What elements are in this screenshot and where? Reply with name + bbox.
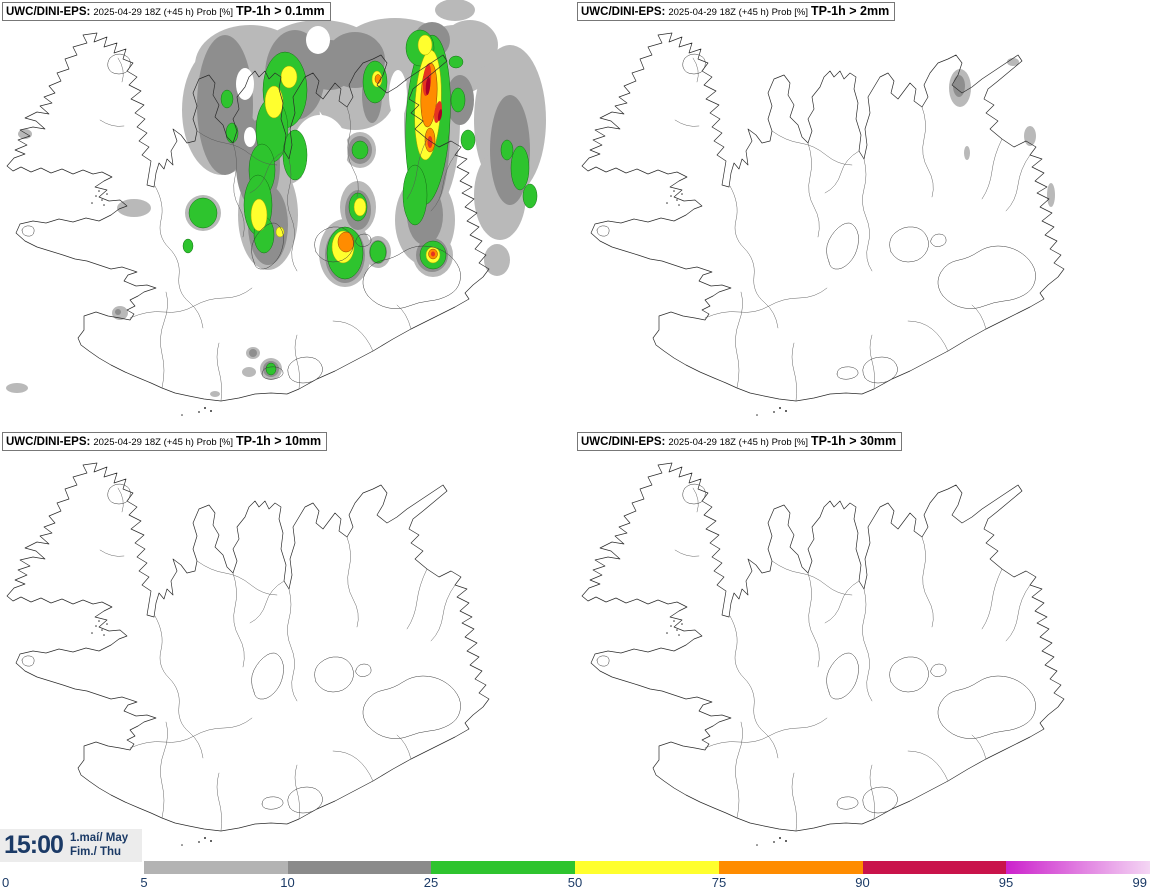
panel-title [2, 432, 327, 451]
probability-overlay [6, 0, 546, 397]
panel-title [2, 2, 331, 21]
probability-overlay [949, 58, 1055, 207]
panel-tp-0p1mm [0, 0, 575, 431]
panel-title [577, 2, 895, 21]
iceland-map [0, 0, 575, 431]
threshold-label: TP-1h > 10mm [236, 434, 322, 448]
tick-75: 75 [711, 875, 727, 890]
legend-segment-95-99 [1006, 861, 1150, 874]
iceland-coastline [7, 463, 489, 846]
model-label: UWC/DINI-EPS: [6, 436, 91, 448]
tick-90: 90 [855, 875, 870, 890]
legend-segment-75-90 [719, 861, 863, 874]
valid-date [70, 832, 128, 859]
day-line: Fim./ Thu [69, 845, 122, 858]
model-label: UWC/DINI-EPS: [581, 6, 666, 18]
tick-50: 50 [567, 875, 583, 890]
panel-title [577, 432, 902, 451]
model-label: UWC/DINI-EPS: [581, 436, 666, 448]
iceland-coastline [582, 463, 1064, 846]
run-info: 2025-04-29 18Z (+45 h) Prob [%] [668, 7, 809, 18]
threshold-label: TP-1h > 30mm [811, 434, 897, 448]
valid-time: 15:00 [4, 831, 63, 859]
panel-tp-10mm [0, 430, 575, 861]
iceland-map [575, 430, 1150, 861]
iceland-coastline [582, 33, 1064, 416]
run-info: 2025-04-29 18Z (+45 h) Prob [%] [93, 437, 234, 448]
model-label: UWC/DINI-EPS: [6, 6, 91, 18]
legend-segment-25-50 [431, 861, 575, 874]
legend-segment-5-10 [144, 861, 288, 874]
tick-0: 0 [2, 875, 10, 890]
threshold-label: TP-1h > 2mm [811, 4, 890, 18]
panel-tp-2mm [575, 0, 1150, 431]
tick-5: 5 [140, 875, 148, 890]
run-info: 2025-04-29 18Z (+45 h) Prob [%] [668, 437, 809, 448]
tick-95: 95 [998, 875, 1014, 890]
colorbar-tick-labels [0, 875, 1150, 891]
date-line: 1.maí/ May [69, 831, 129, 844]
tick-10: 10 [280, 875, 295, 890]
panel-tp-30mm [575, 430, 1150, 861]
legend-segment-10-25 [288, 861, 432, 874]
legend-segment-90-95 [863, 861, 1007, 874]
iceland-map [575, 0, 1150, 431]
probability-colorbar [144, 861, 1150, 874]
tick-99: 99 [1132, 875, 1147, 890]
run-info: 2025-04-29 18Z (+45 h) Prob [%] [93, 7, 234, 18]
threshold-label: TP-1h > 0.1mm [236, 4, 325, 18]
valid-time-box [0, 829, 142, 862]
legend-segment-50-75 [575, 861, 719, 874]
iceland-map [0, 430, 575, 861]
tick-25: 25 [423, 875, 439, 890]
